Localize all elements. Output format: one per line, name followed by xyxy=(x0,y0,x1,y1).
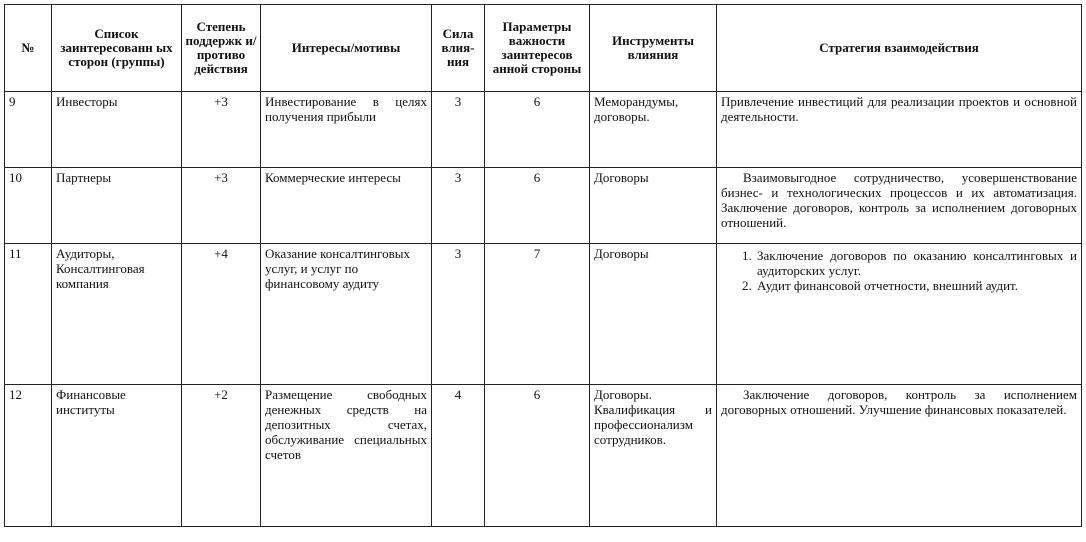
header-strategy: Стратегия взаимодействия xyxy=(717,5,1082,92)
header-support: Степень поддержк и/ противо действия xyxy=(182,5,261,92)
importance-cell: 6 xyxy=(485,92,590,168)
support-cell: +4 xyxy=(182,244,261,385)
row-number: 10 xyxy=(5,168,52,244)
power-cell: 3 xyxy=(432,92,485,168)
strategy-cell xyxy=(717,244,1082,385)
interests-cell: Оказание консалтинговых услуг, и услуг по финансовому аудиту xyxy=(261,244,432,385)
stakeholder-cell: Аудиторы, Консалтинговая компания xyxy=(52,244,182,385)
row-number: 9 xyxy=(5,92,52,168)
row-number: 12 xyxy=(5,385,52,527)
tools-cell: Договоры xyxy=(590,244,717,385)
importance-cell: 7 xyxy=(485,244,590,385)
table-row xyxy=(5,385,1082,527)
header-num: № xyxy=(5,5,52,92)
table-row xyxy=(5,244,1082,385)
interests-cell: Размещение свободных денежных средств на депозитных счетах, обслуживание специальных счетов xyxy=(261,385,432,527)
support-cell: +3 xyxy=(182,168,261,244)
importance-cell: 6 xyxy=(485,385,590,527)
row-number: 11 xyxy=(5,244,52,385)
stakeholder-cell: Инвесторы xyxy=(52,92,182,168)
strategy-cell: Привлечение инвестиций для реализации проектов и основной деятельности. xyxy=(717,92,1082,168)
header-interests: Интересы/мотивы xyxy=(261,5,432,92)
header-stakeholders: Список заинтересованн ых сторон (группы) xyxy=(52,5,182,92)
list-item: 1. Заключение договоров по оказанию консалтинговых и аудиторских услуг. xyxy=(755,248,1077,278)
support-cell: +3 xyxy=(182,92,261,168)
power-cell: 3 xyxy=(432,244,485,385)
table-header-row xyxy=(5,5,1082,92)
tools-cell: Договоры. Квалификация и профессионализм сотрудников. xyxy=(590,385,717,527)
support-cell: +2 xyxy=(182,385,261,527)
stakeholder-cell: Финансовые институты xyxy=(52,385,182,527)
importance-cell: 6 xyxy=(485,168,590,244)
strategy-list xyxy=(721,248,1077,293)
strategy-cell: Заключение договоров, контроль за исполнением договорных отношений. Улучшение финансовых показателей. xyxy=(717,385,1082,527)
strategy-cell: Взаимовыгодное сотрудничество, усовершенствование бизнес- и технологических процессов и их автоматизация. Заключение договоров, контроль за исполнением договорных отношений. xyxy=(717,168,1082,244)
list-item: 2. Аудит финансовой отчетности, внешний аудит. xyxy=(755,278,1077,293)
header-tools: Инструменты влияния xyxy=(590,5,717,92)
table-row xyxy=(5,168,1082,244)
tools-cell: Договоры xyxy=(590,168,717,244)
header-importance: Параметры важности заинтересов анной стороны xyxy=(485,5,590,92)
table-row xyxy=(5,92,1082,168)
interests-cell: Инвестирование в целях получения прибыли xyxy=(261,92,432,168)
header-power: Сила влия- ния xyxy=(432,5,485,92)
interests-cell: Коммерческие интересы xyxy=(261,168,432,244)
stakeholder-table xyxy=(4,4,1082,527)
power-cell: 4 xyxy=(432,385,485,527)
stakeholder-cell: Партнеры xyxy=(52,168,182,244)
tools-cell: Меморандумы, договоры. xyxy=(590,92,717,168)
power-cell: 3 xyxy=(432,168,485,244)
